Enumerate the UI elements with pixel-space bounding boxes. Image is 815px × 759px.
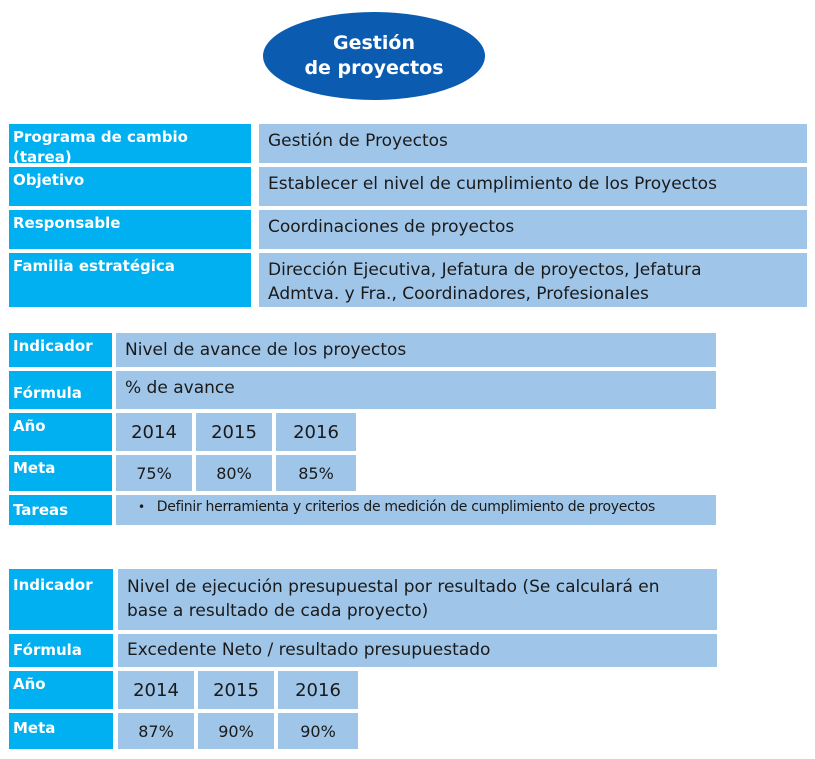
year-2-2015: 2015: [198, 671, 274, 709]
responsable-label: Responsable: [9, 210, 251, 249]
tarea-item: Definir herramienta y criterios de medición de cumplimiento de proyectos: [156, 499, 655, 515]
indicador-1-value: Nivel de avance de los proyectos: [116, 333, 716, 367]
meta-1-2015: 80%: [196, 455, 272, 491]
familia-value-line-2: Admtva. y Fra., Coordinadores, Profesionales: [268, 284, 649, 304]
meta-1-2014: 75%: [116, 455, 192, 491]
bullet-icon: •: [138, 500, 145, 514]
year-1-2015: 2015: [196, 413, 272, 451]
objetivo-label: Objetivo: [9, 167, 251, 206]
tareas-value: [116, 495, 716, 525]
title-line-2: de proyectos: [304, 57, 444, 79]
familia-value: [259, 253, 807, 307]
objetivo-value: Establecer el nivel de cumplimiento de los Proyectos: [259, 167, 807, 206]
title-line-1: Gestión: [333, 32, 415, 54]
year-2-2014: 2014: [118, 671, 194, 709]
meta-2-label: Meta: [9, 713, 113, 749]
indicador-2-label: Indicador: [9, 569, 113, 630]
familia-value-line-1: Dirección Ejecutiva, Jefatura de proyectos, Jefatura: [268, 260, 702, 280]
page-title: [263, 12, 485, 100]
indicador-1-label: Indicador: [9, 333, 112, 367]
familia-label: Familia estratégica: [9, 253, 251, 307]
program-label: Programa de cambio (tarea): [9, 124, 251, 163]
meta-1-2016: 85%: [276, 455, 356, 491]
responsable-value: Coordinaciones de proyectos: [259, 210, 807, 249]
meta-1-label: Meta: [9, 455, 112, 491]
meta-2-2014: 87%: [118, 713, 194, 749]
formula-1-value: % de avance: [116, 371, 716, 409]
meta-2-2016: 90%: [278, 713, 358, 749]
anio-2-label: Año: [9, 671, 113, 709]
indicador-2-value-line-2: base a resultado de cada proyecto): [127, 601, 429, 621]
indicador-2-value: [118, 569, 717, 630]
anio-1-label: Año: [9, 413, 112, 451]
formula-2-label: Fórmula: [9, 634, 113, 667]
formula-1-label: Fórmula: [9, 371, 112, 409]
meta-2-2015: 90%: [198, 713, 274, 749]
year-2-2016: 2016: [278, 671, 358, 709]
year-1-2016: 2016: [276, 413, 356, 451]
year-1-2014: 2014: [116, 413, 192, 451]
formula-2-value: Excedente Neto / resultado presupuestado: [118, 634, 717, 667]
tareas-label: Tareas: [9, 495, 112, 525]
program-value: Gestión de Proyectos: [259, 124, 807, 163]
indicador-2-value-line-1: Nivel de ejecución presupuestal por resultado (Se calculará en: [127, 577, 660, 597]
